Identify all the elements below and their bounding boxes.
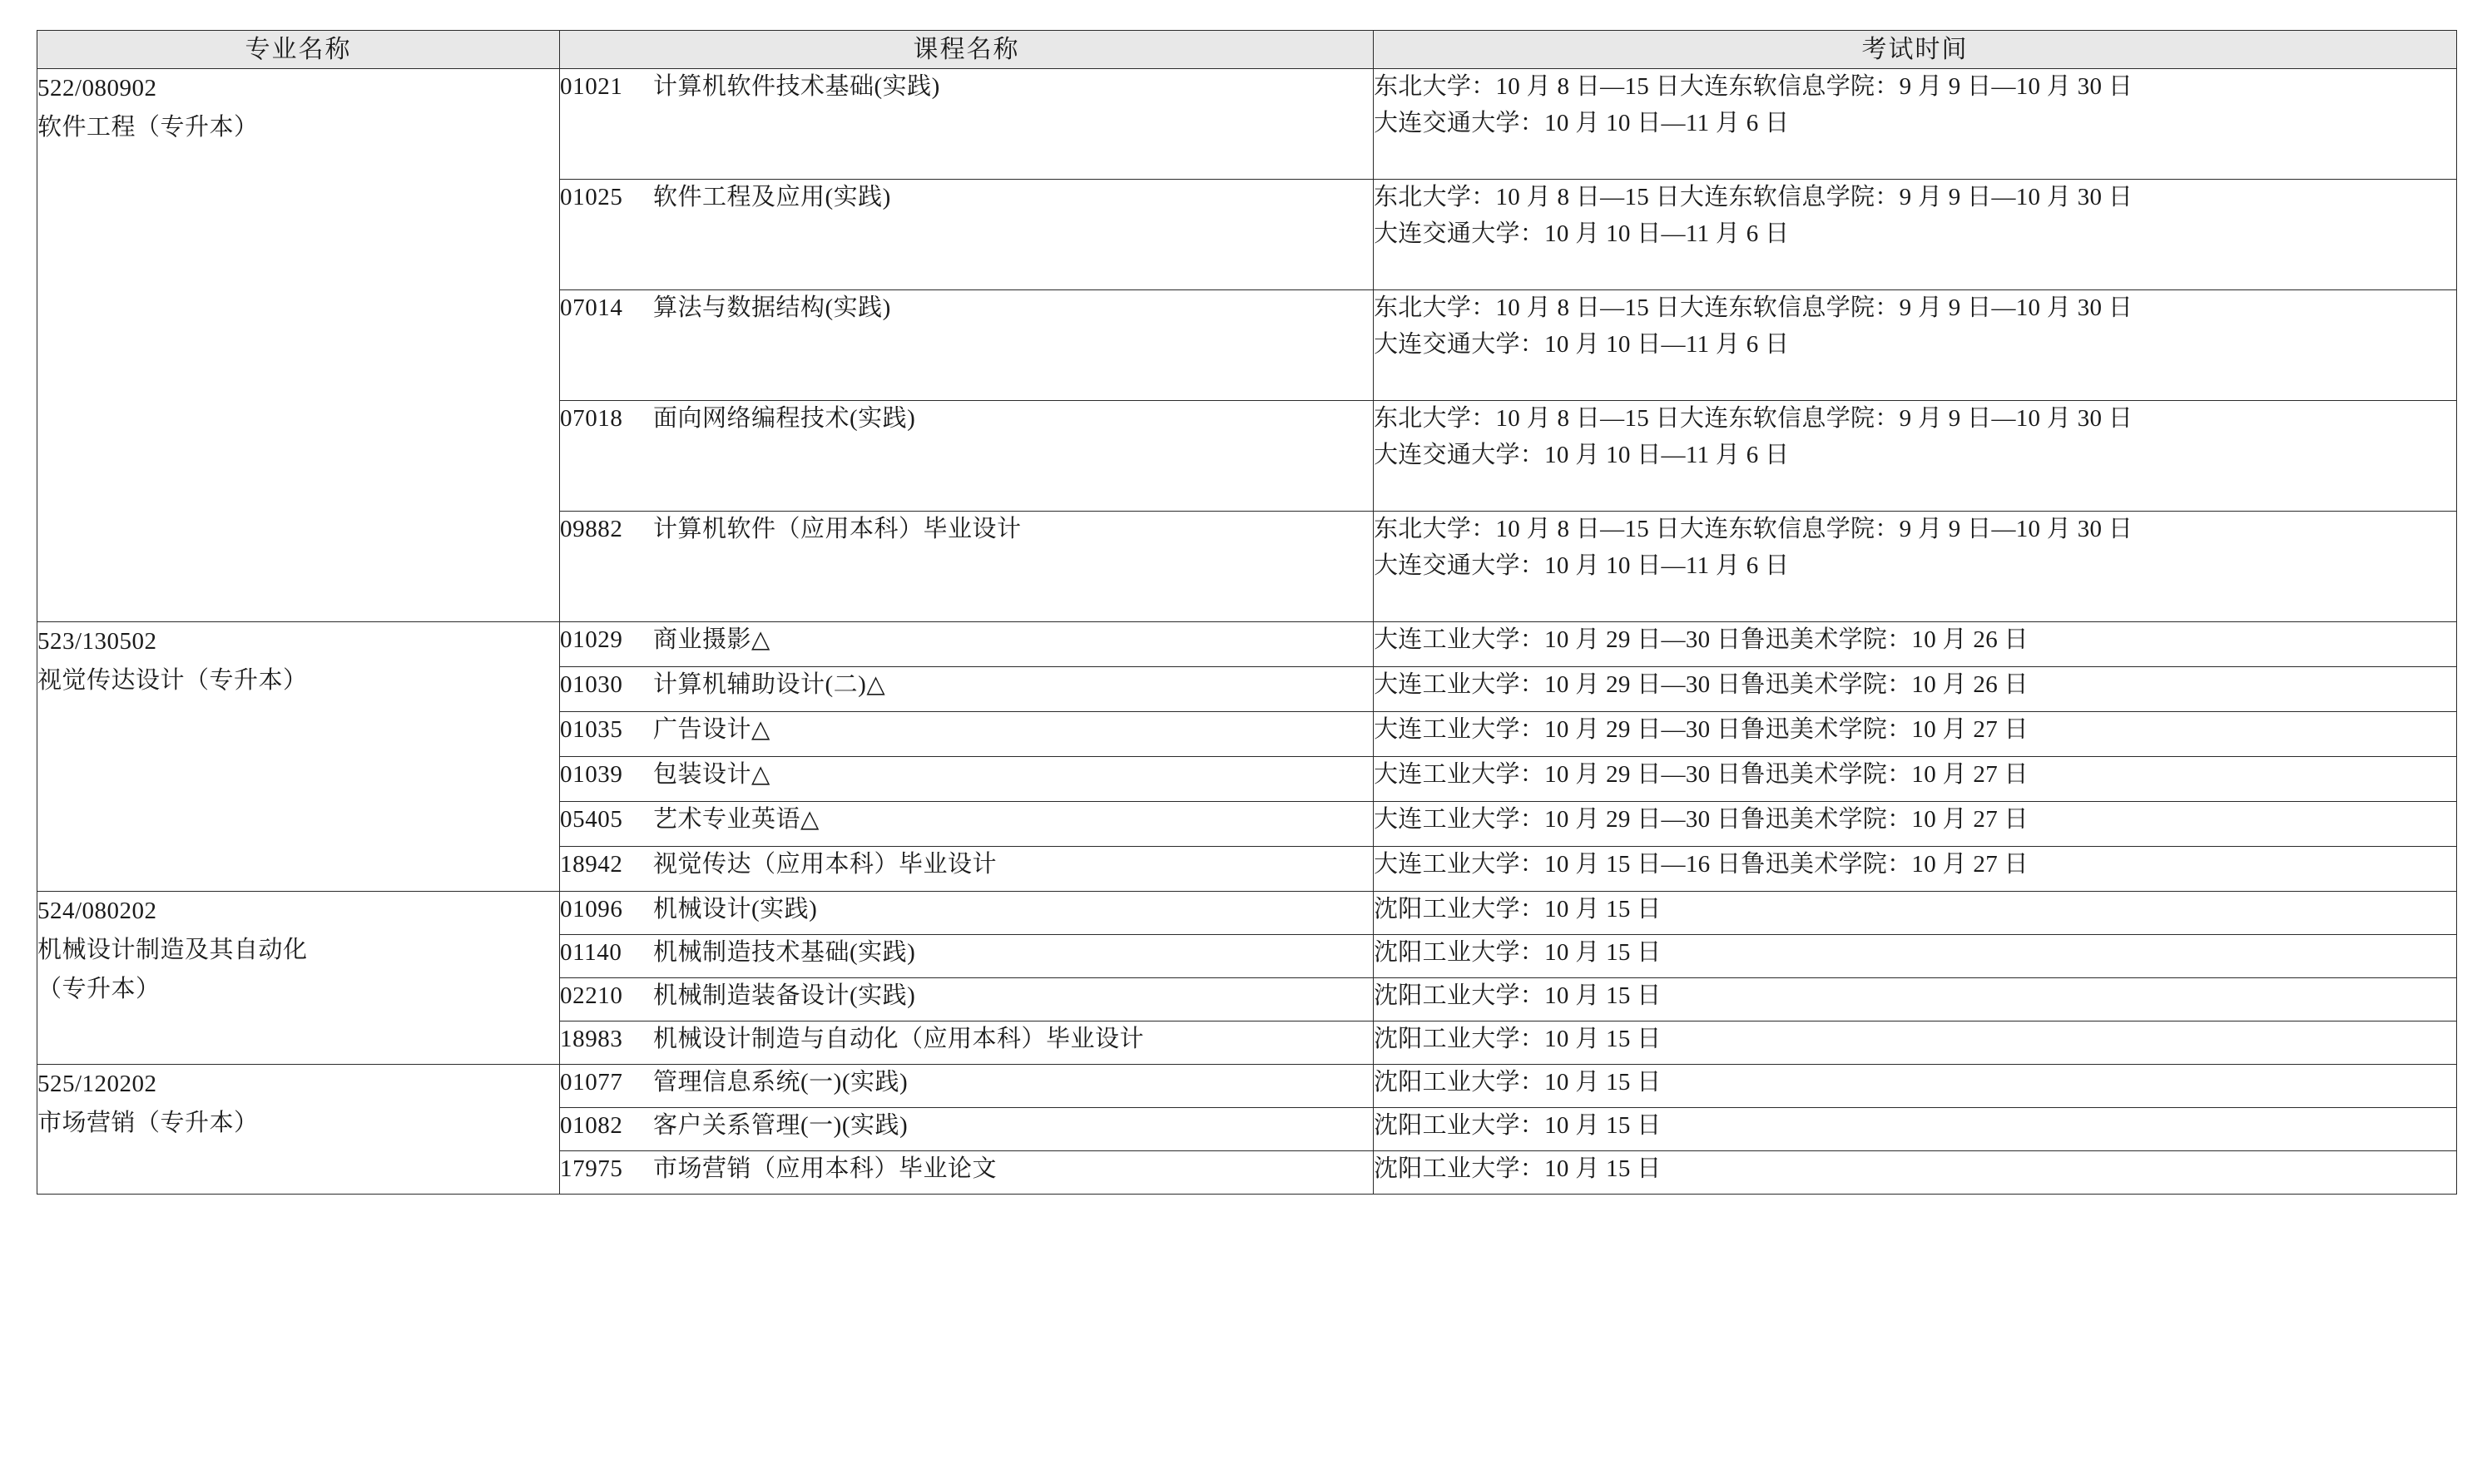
course-code: 09882 — [560, 516, 623, 542]
exam-time-line: 大连工业大学：10 月 15 日—16 日鲁迅美术学院：10 月 27 日 — [1374, 851, 2029, 878]
exam-time-cell — [1374, 757, 2457, 802]
exam-time-line: 大连交通大学：10 月 10 日—11 月 6 日 — [1374, 220, 1790, 247]
exam-time-line: 大连工业大学：10 月 29 日—30 日鲁迅美术学院：10 月 27 日 — [1374, 806, 2029, 833]
exam-time-cell — [1374, 712, 2457, 757]
course-name: 广告设计△ — [653, 716, 770, 743]
course-code: 01030 — [560, 671, 623, 698]
major-code: 524/080202 — [37, 898, 157, 924]
exam-time-cell — [1374, 512, 2457, 622]
major-name: 机械设计制造及其自动化 — [37, 936, 308, 963]
exam-time-line: 沈阳工业大学：10 月 15 日 — [1374, 1112, 1662, 1139]
course-code: 01096 — [560, 896, 623, 923]
exam-time-line: 沈阳工业大学：10 月 15 日 — [1374, 939, 1662, 966]
course-name: 管理信息系统(一)(实践) — [653, 1069, 909, 1096]
exam-time-line: 沈阳工业大学：10 月 15 日 — [1374, 1026, 1662, 1052]
exam-time-cell — [1374, 180, 2457, 290]
major-code: 523/130502 — [37, 628, 157, 655]
exam-time-line: 沈阳工业大学：10 月 15 日 — [1374, 896, 1662, 923]
course-name: 艺术专业英语△ — [653, 806, 820, 833]
exam-time-line: 沈阳工业大学：10 月 15 日 — [1374, 982, 1662, 1009]
table-row — [37, 622, 2457, 667]
exam-time-line: 大连交通大学：10 月 10 日—11 月 6 日 — [1374, 441, 1790, 468]
course-name: 视觉传达（应用本科）毕业设计 — [653, 851, 998, 878]
course-name: 客户关系管理(一)(实践) — [653, 1112, 909, 1139]
major-code: 522/080902 — [37, 75, 157, 101]
course-name: 算法与数据结构(实践) — [653, 294, 891, 321]
course-name: 计算机软件技术基础(实践) — [653, 73, 940, 100]
exam-time-cell — [1374, 1065, 2457, 1108]
exam-time-cell — [1374, 69, 2457, 180]
course-code: 18942 — [560, 851, 623, 878]
course-code: 07018 — [560, 405, 623, 432]
course-name: 商业摄影△ — [653, 626, 770, 653]
course-cell — [560, 512, 1374, 622]
exam-time-line: 大连工业大学：10 月 29 日—30 日鲁迅美术学院：10 月 26 日 — [1374, 626, 2029, 653]
table-row — [37, 69, 2457, 180]
table-header — [37, 31, 2457, 69]
exam-time-cell — [1374, 290, 2457, 401]
column-header-major: 专业名称 — [37, 31, 560, 69]
course-cell — [560, 1151, 1374, 1195]
major-code: 525/120202 — [37, 1071, 157, 1097]
exam-time-cell — [1374, 892, 2457, 935]
course-cell — [560, 1021, 1374, 1065]
major-name: 市场营销（专升本） — [37, 1109, 259, 1136]
course-code: 18983 — [560, 1026, 623, 1052]
table-body — [37, 69, 2457, 1195]
course-code: 01077 — [560, 1069, 623, 1096]
course-code: 05405 — [560, 806, 623, 833]
course-cell — [560, 1065, 1374, 1108]
course-name: 机械设计(实践) — [653, 896, 818, 923]
course-code: 01082 — [560, 1112, 623, 1139]
course-code: 07014 — [560, 294, 623, 321]
exam-time-line: 大连交通大学：10 月 10 日—11 月 6 日 — [1374, 109, 1790, 136]
exam-time-line: 沈阳工业大学：10 月 15 日 — [1374, 1155, 1662, 1182]
course-name: 市场营销（应用本科）毕业论文 — [653, 1155, 998, 1182]
course-cell — [560, 667, 1374, 712]
exam-time-line: 东北大学：10 月 8 日—15 日大连东软信息学院：9 月 9 日—10 月 30 日 — [1374, 73, 2133, 100]
course-name: 包装设计△ — [653, 761, 770, 788]
exam-time-line: 大连交通大学：10 月 10 日—11 月 6 日 — [1374, 330, 1790, 358]
exam-time-cell — [1374, 401, 2457, 512]
course-cell — [560, 935, 1374, 978]
course-cell — [560, 180, 1374, 290]
table-row — [37, 1065, 2457, 1108]
exam-time-line: 大连工业大学：10 月 29 日—30 日鲁迅美术学院：10 月 27 日 — [1374, 761, 2029, 788]
course-code: 01140 — [560, 939, 622, 966]
course-cell — [560, 892, 1374, 935]
major-name: 软件工程（专升本） — [37, 113, 259, 141]
course-code: 01021 — [560, 73, 623, 100]
table-header-row — [37, 31, 2457, 69]
major-cell — [37, 1065, 560, 1195]
course-cell — [560, 622, 1374, 667]
exam-time-cell — [1374, 667, 2457, 712]
exam-time-cell — [1374, 1021, 2457, 1065]
course-cell — [560, 401, 1374, 512]
course-code: 01029 — [560, 626, 623, 653]
course-name: 机械制造技术基础(实践) — [653, 939, 916, 966]
table-row — [37, 892, 2457, 935]
major-cell — [37, 892, 560, 1065]
exam-time-line: 东北大学：10 月 8 日—15 日大连东软信息学院：9 月 9 日—10 月 30 日 — [1374, 516, 2133, 542]
course-cell — [560, 802, 1374, 847]
course-cell — [560, 290, 1374, 401]
exam-time-cell — [1374, 935, 2457, 978]
major-cell — [37, 69, 560, 622]
course-name: 计算机辅助设计(二)△ — [653, 671, 886, 698]
exam-time-line: 东北大学：10 月 8 日—15 日大连东软信息学院：9 月 9 日—10 月 30 日 — [1374, 294, 2133, 321]
course-code: 01025 — [560, 184, 623, 210]
exam-time-line: 大连交通大学：10 月 10 日—11 月 6 日 — [1374, 552, 1790, 579]
course-cell — [560, 757, 1374, 802]
course-cell — [560, 712, 1374, 757]
column-header-course: 课程名称 — [560, 31, 1374, 69]
major-name: 视觉传达设计（专升本） — [37, 666, 308, 694]
course-code: 17975 — [560, 1155, 623, 1182]
course-cell — [560, 69, 1374, 180]
exam-time-line: 东北大学：10 月 8 日—15 日大连东软信息学院：9 月 9 日—10 月 30 日 — [1374, 184, 2133, 210]
exam-time-cell — [1374, 1151, 2457, 1195]
exam-schedule-table — [37, 30, 2457, 1195]
exam-time-line: 沈阳工业大学：10 月 15 日 — [1374, 1069, 1662, 1096]
course-name: 机械制造装备设计(实践) — [653, 982, 916, 1009]
exam-time-line: 大连工业大学：10 月 29 日—30 日鲁迅美术学院：10 月 27 日 — [1374, 716, 2029, 743]
course-cell — [560, 978, 1374, 1021]
exam-time-cell — [1374, 1108, 2457, 1151]
exam-time-line: 大连工业大学：10 月 29 日—30 日鲁迅美术学院：10 月 26 日 — [1374, 671, 2029, 698]
course-code: 01039 — [560, 761, 623, 788]
course-cell — [560, 1108, 1374, 1151]
course-name: 面向网络编程技术(实践) — [653, 405, 916, 432]
exam-time-cell — [1374, 978, 2457, 1021]
major-name-cont: （专升本） — [37, 975, 161, 1002]
course-cell — [560, 847, 1374, 892]
course-code: 01035 — [560, 716, 623, 743]
course-name: 机械设计制造与自动化（应用本科）毕业设计 — [653, 1026, 1145, 1052]
major-cell — [37, 622, 560, 892]
exam-time-line: 东北大学：10 月 8 日—15 日大连东软信息学院：9 月 9 日—10 月 30 日 — [1374, 405, 2133, 432]
exam-time-cell — [1374, 622, 2457, 667]
course-name: 软件工程及应用(实践) — [653, 184, 891, 210]
column-header-exam-time: 考试时间 — [1374, 31, 2457, 69]
course-name: 计算机软件（应用本科）毕业设计 — [653, 516, 1022, 542]
exam-time-cell — [1374, 847, 2457, 892]
exam-time-cell — [1374, 802, 2457, 847]
course-code: 02210 — [560, 982, 623, 1009]
